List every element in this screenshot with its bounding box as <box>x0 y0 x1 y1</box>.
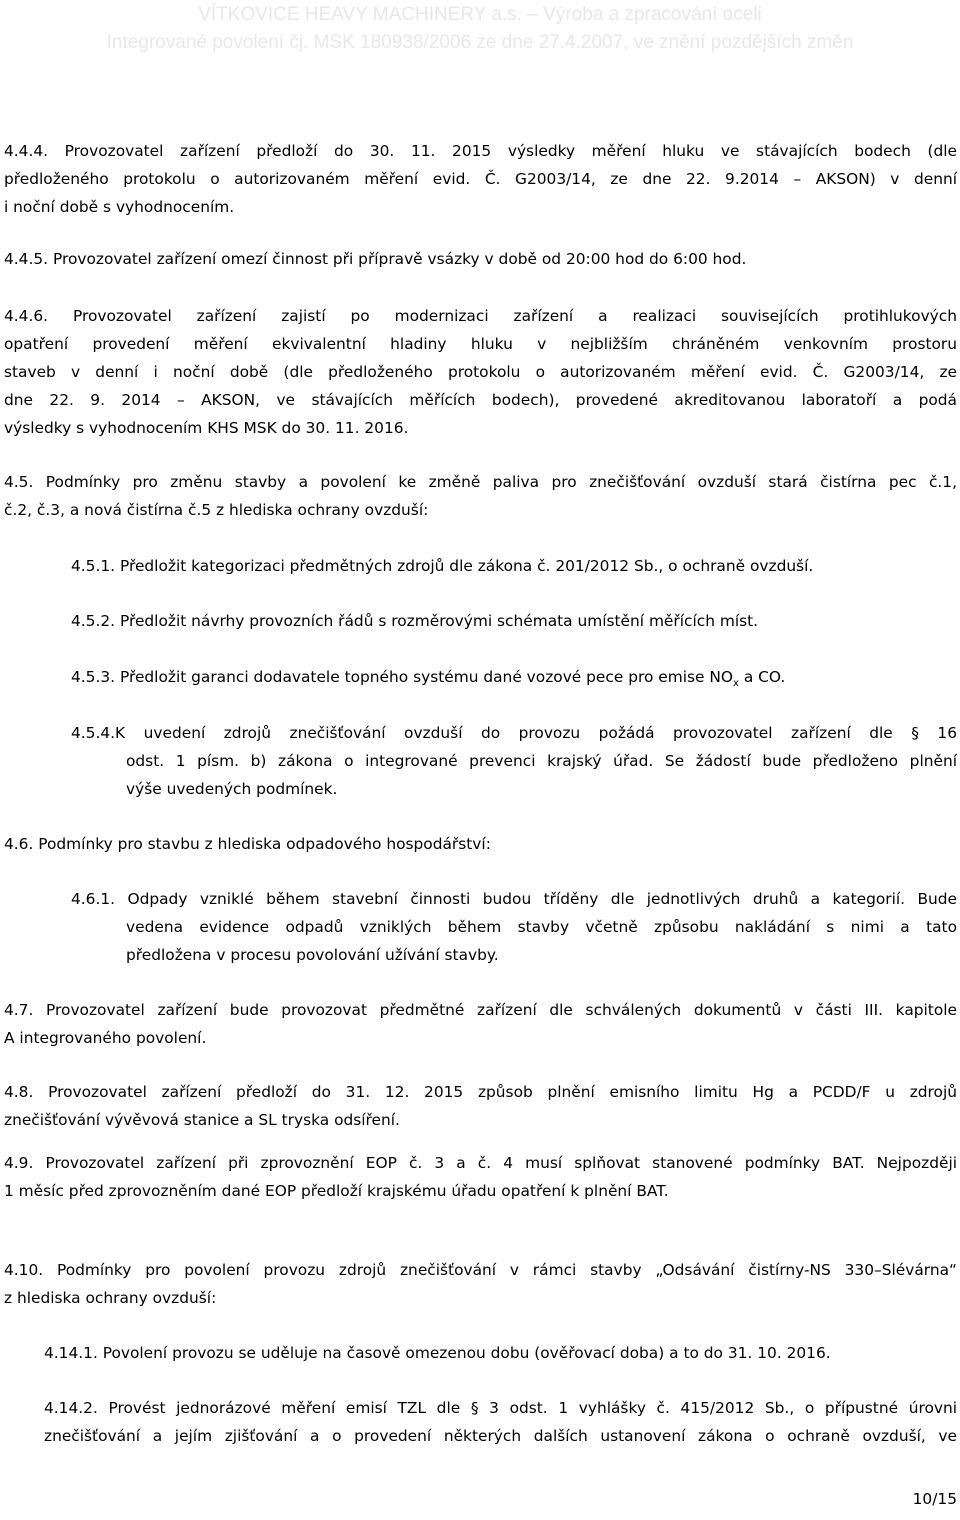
paragraph-4-6 <box>4 830 957 858</box>
text-line: dne 22. 9. 2014 – AKSON, ve stávajících měřících bodech), provedené akreditovanou laboratoří a podá <box>4 391 957 409</box>
text-line: 4.7. Provozovatel zařízení bude provozovat předmětné zařízení dle schválených dokumentů v části III. kapitole <box>4 1001 957 1019</box>
text-line: 4.5.2. Předložit návrhy provozních řádů s rozměrovými schémata umístění měřících míst. <box>71 612 759 630</box>
header-company-line: VÍTKOVICE HEAVY MACHINERY a.s. – Výroba a zpracování oceli <box>198 4 762 25</box>
text-line: z hlediska ochrany ovzduší: <box>4 1289 217 1307</box>
paragraph-4-5-1 <box>71 552 957 580</box>
text-line: výše uvedených podmínek. <box>126 780 338 798</box>
text-line: předložena v procesu povolování užívání stavby. <box>126 946 499 964</box>
paragraph-4-4-4 <box>4 137 957 221</box>
subscript-x: x <box>733 678 739 690</box>
text-line: 4.4.5. Provozovatel zařízení omezí činnost při přípravě vsázky v době od 20:00 hod do 6:00 hod. <box>4 250 747 268</box>
text-line: 4.9. Provozovatel zařízení při zprovoznění EOP č. 3 a č. 4 musí splňovat stanovené podmínky BAT. Nejpozději <box>4 1154 957 1172</box>
text-line: výsledky s vyhodnocením KHS MSK do 30. 11. 2016. <box>4 419 409 437</box>
text-line: 4.14.1. Povolení provozu se uděluje na časově omezenou dobu (ověřovací doba) a to do 31. 10. 2016. <box>44 1344 831 1362</box>
text-line <box>71 663 957 698</box>
page-header <box>0 0 960 62</box>
paragraph-4-5-2 <box>71 607 957 635</box>
paragraph-4-8 <box>4 1078 957 1134</box>
paragraph-4-5-3 <box>71 663 957 698</box>
paragraph-4-4-6 <box>4 302 957 442</box>
paragraph-4-14-1 <box>44 1339 957 1367</box>
text-fragment: 4.5.3. Předložit garanci dodavatele topného systému dané vozové pece pro emise NO <box>71 668 734 686</box>
text-line: 4.10. Podmínky pro povolení provozu zdrojů znečišťování v rámci stavby „Odsávání čistírny-NS 330–Slévárna“ <box>4 1261 957 1279</box>
paragraph-4-14-2 <box>44 1394 957 1450</box>
text-line: 4.5.1. Předložit kategorizaci předmětných zdrojů dle zákona č. 201/2012 Sb., o ochraně ovzduší. <box>71 557 814 575</box>
page-number: 10/15 <box>912 1490 957 1508</box>
text-line: předloženého protokolu o autorizovaném měření evid. Č. G2003/14, ze dne 22. 9.2014 – AKSON) v denní <box>4 170 957 188</box>
text-line: č.2, č.3, a nová čistírna č.5 z hlediska ochrany ovzduší: <box>4 501 429 519</box>
text-line: i noční době s vyhodnocením. <box>4 198 235 216</box>
text-line: 4.4.4. Provozovatel zařízení předloží do 30. 11. 2015 výsledky měření hluku ve stávajících bodech (dle <box>4 142 957 160</box>
paragraph-4-6-1 <box>71 885 957 969</box>
text-line: 4.6. Podmínky pro stavbu z hlediska odpadového hospodářství: <box>4 835 491 853</box>
text-line: 4.8. Provozovatel zařízení předloží do 31. 12. 2015 způsob plnění emisního limitu Hg a PCDD/F u zdrojů <box>4 1083 957 1101</box>
text-line: 4.14.2. Provést jednorázové měření emisí TZL dle § 3 odst. 1 vyhlášky č. 415/2012 Sb., o přípustné úrovni <box>44 1399 957 1417</box>
text-line: vedena evidence odpadů vzniklých během stavby včetně způsobu nakládání s nimi a tato <box>126 918 957 936</box>
text-line: A integrovaného povolení. <box>4 1029 207 1047</box>
header-permit-line: Integrované povolení čj. MSK 180938/2006 ze dne 27.4.2007, ve znění pozdějších změn <box>106 32 854 53</box>
text-line: znečišťování a jejím zjišťování a o provedení některých dalších ustanovení zákona o ochraně ovzduší, ve <box>44 1427 957 1445</box>
text-line: znečišťování vývěvová stanice a SL tryska odsíření. <box>4 1111 400 1129</box>
text-line: 4.6.1. Odpady vzniklé během stavební činnosti budou tříděny dle jednotlivých druhů a kategorií. Bude <box>71 890 957 908</box>
paragraph-4-9 <box>4 1149 957 1205</box>
text-line: 4.5.4.K uvedení zdrojů znečišťování ovzduší do provozu požádá provozovatel zařízení dle § 16 <box>71 724 957 742</box>
paragraph-4-5-4 <box>71 719 957 803</box>
text-line: 4.5. Podmínky pro změnu stavby a povolení ke změně paliva pro znečišťování ovzduší stará čistírna pec č.1, <box>4 473 957 491</box>
text-line: 1 měsíc před zprovozněním dané EOP předloží krajskému úřadu opatření k plnění BAT. <box>4 1182 669 1200</box>
paragraph-4-7 <box>4 996 957 1052</box>
paragraph-4-4-5 <box>4 245 957 273</box>
text-fragment: a CO. <box>738 668 786 686</box>
paragraph-4-10 <box>4 1256 957 1312</box>
text-line: staveb v denní i noční době (dle předloženého protokolu o autorizovaném měření evid. Č. G2003/14, ze <box>4 363 957 381</box>
text-line: opatření provedení měření ekvivalentní hladiny hluku v nejbližším chráněném venkovním prostoru <box>4 335 957 353</box>
paragraph-4-5 <box>4 468 957 524</box>
text-line: odst. 1 písm. b) zákona o integrované prevenci krajský úřad. Se žádostí bude předloženo plnění <box>126 752 957 770</box>
text-line: 4.4.6. Provozovatel zařízení zajistí po modernizaci zařízení a realizaci souvisejících protihlukových <box>4 307 957 325</box>
